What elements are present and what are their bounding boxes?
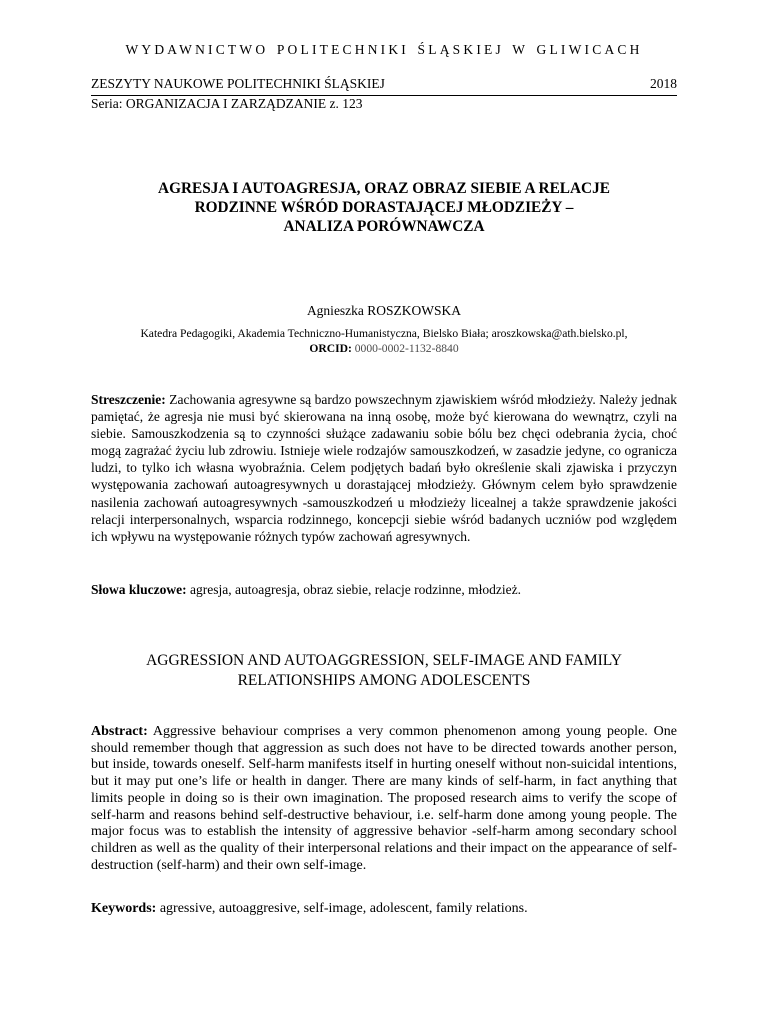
title-en-line: RELATIONSHIPS AMONG ADOLESCENTS xyxy=(237,672,531,689)
abstract-pl xyxy=(91,391,677,545)
publisher-header: WYDAWNICTWO POLITECHNIKI ŚLĄSKIEJ W GLIWICACH xyxy=(125,42,643,57)
journal-series: Seria: ORGANIZACJA I ZARZĄDZANIE z. 123 xyxy=(91,96,363,111)
title-pl-line: RODZINNE WŚRÓD DORASTAJĄCEJ MŁODZIEŻY – xyxy=(194,199,574,216)
keywords-en-label: Keywords: xyxy=(91,901,157,916)
title-en-line: AGGRESSION AND AUTOAGGRESSION, SELF-IMAGE AND FAMILY xyxy=(146,652,622,669)
abstract-en xyxy=(91,724,677,874)
keywords-pl-label: Słowa kluczowe: xyxy=(91,582,187,597)
abstract-pl-text: Zachowania agresywne są bardzo powszechnym zjawiskiem wśród młodzieży. Należy jednak pamiętać, że agresja nie musi być skierowana na inną osobę, może być kierowana do wewnątrz, czyli na siebie. Samouszkodzenia są to czynności służące zadawaniu sobie bólu bez chęci odebrania życia, choć mogą zagrażać życiu lub zdrowiu. Istnieje wiele rodzajów samouszkodzeń, w zasadzie jedyne, co ogranicza ludzi, to tylko ich własna wyobraźnia. Celem podjętych badań było określenie skali zjawiska i przyczyn występowania zachowań autoagresywnych u dorastającej młodzieży. Głównym celem było sprawdzenie nasilenia zachowań autoagresywnych -samouszkodzeń u młodzieży licealnej a także sprawdzenie jakości relacji interpersonalnych, wsparcia rodzinnego, koncepcji siebie wśród badanych uczniów pod względem ich wpływu na występowanie różnych typów zachowań agresywnych. xyxy=(91,392,678,544)
paper-title-en xyxy=(91,651,677,691)
keywords-pl xyxy=(91,582,677,598)
orcid-line xyxy=(91,341,677,356)
orcid-link[interactable]: 0000-0002-1132-8840 xyxy=(354,342,459,355)
abstract-en-text: Aggressive behaviour comprises a very common phenomenon among young people. One should remember though that aggression as such does not have to be directed towards another person, but inside, towards oneself. Self-harm manifests itself in hurting oneself without non-suicidal intentions, but it may put one’s life or health in danger. There are many kinds of self-harm, in fact anything that limits people in doing so is their own imagination. The proposed research aims to verify the scope of self-harm and reasons behind self-destructive behaviour, i.e. self-harm done among young people. The major focus was to establish the intensity of aggressive behavior -self-harm among secondary school children as well as the quality of their interpersonal relations and their impact on the appearance of self-destruction (self-harm) and their own self-image. xyxy=(91,724,677,873)
abstract-en-label: Abstract: xyxy=(91,724,148,739)
journal-year: 2018 xyxy=(650,76,677,91)
keywords-en xyxy=(91,901,677,917)
journal-row xyxy=(91,76,677,92)
title-pl-line: ANALIZA PORÓWNAWCZA xyxy=(283,218,485,235)
author-name: Agnieszka ROSZKOWSKA xyxy=(306,303,462,318)
affiliation-text: Katedra Pedagogiki, Akademia Techniczno-Humanistyczna, Bielsko Biała; aroszkowska@ath.bielsko.pl, xyxy=(140,327,628,340)
abstract-pl-label: Streszczenie: xyxy=(91,392,166,407)
author-affiliation xyxy=(91,326,677,356)
journal-name: ZESZYTY NAUKOWE POLITECHNIKI ŚLĄSKIEJ xyxy=(91,76,385,91)
orcid-label: ORCID: xyxy=(309,342,352,355)
title-pl-line: AGRESJA I AUTOAGRESJA, ORAZ OBRAZ SIEBIE A RELACJE xyxy=(158,180,610,197)
keywords-en-text: agressive, autoaggresive, self-image, adolescent, family relations. xyxy=(159,901,528,916)
paper-title-pl xyxy=(91,179,677,236)
keywords-pl-text: agresja, autoagresja, obraz siebie, relacje rodzinne, młodzież. xyxy=(190,582,521,597)
